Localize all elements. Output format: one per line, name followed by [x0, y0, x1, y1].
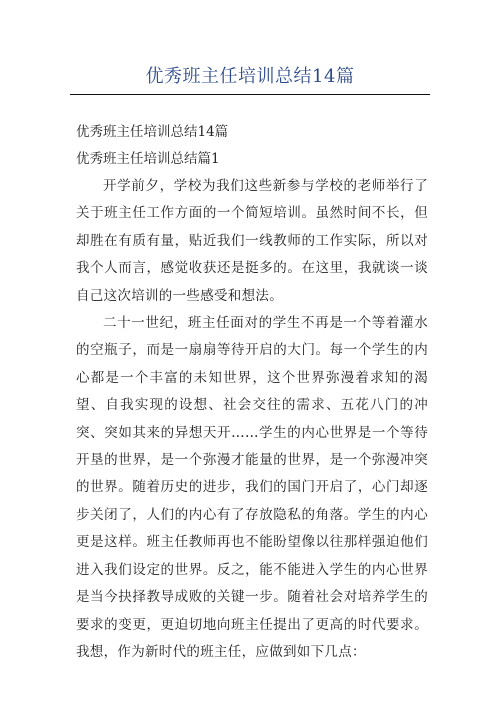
- paragraph-main: 二十一世纪，班主任面对的学生不再是一个等着灌水的空瓶子，而是一扇扇等待开启的大门。每一个学生的内心都是一个丰富的未知世界，这个世界弥漫着求知的渴望、自我实现的设想、社会交往的需求、五花八门的冲突、突如其来的异想天开……学生的内心世界是一个等待开垦的世界，是一个弥漫才能量的世界，是一个弥漫冲突的世界。随着历史的进步，我们的国门开启了，心门却逐步关闭了，人们的内心有了存放隐私的角落。学生的内心更是这样。班主任教师再也不能盼望像以往那样强迫他们进入我们设定的世界。反之，能不能进入学生的内心世界是当今抉择教导成败的关键一步。随着社会对培养学生的要求的变更，更迫切地向班主任提出了更高的时代要求。我想，作为新时代的班主任，应做到如下几点：: [76, 315, 428, 660]
- document-body: [76, 119, 428, 666]
- title-divider: [70, 94, 430, 95]
- document-title: 优秀班主任培训总结14篇: [145, 66, 355, 87]
- subtitle-line: 优秀班主任培训总结14篇: [76, 124, 229, 140]
- section-heading: 优秀班主任培训总结篇1: [76, 151, 220, 167]
- paragraph-intro: 开学前夕，学校为我们这些新参与学校的老师举行了关于班主任工作方面的一个简短培训。虽然时间不长，但却胜在有质有量，贴近我们一线教师的工作实际，所以对我个人而言，感觉收获还是挺多的。在这里，我就谈一谈自己这次培训的一些感受和想法。: [76, 178, 428, 304]
